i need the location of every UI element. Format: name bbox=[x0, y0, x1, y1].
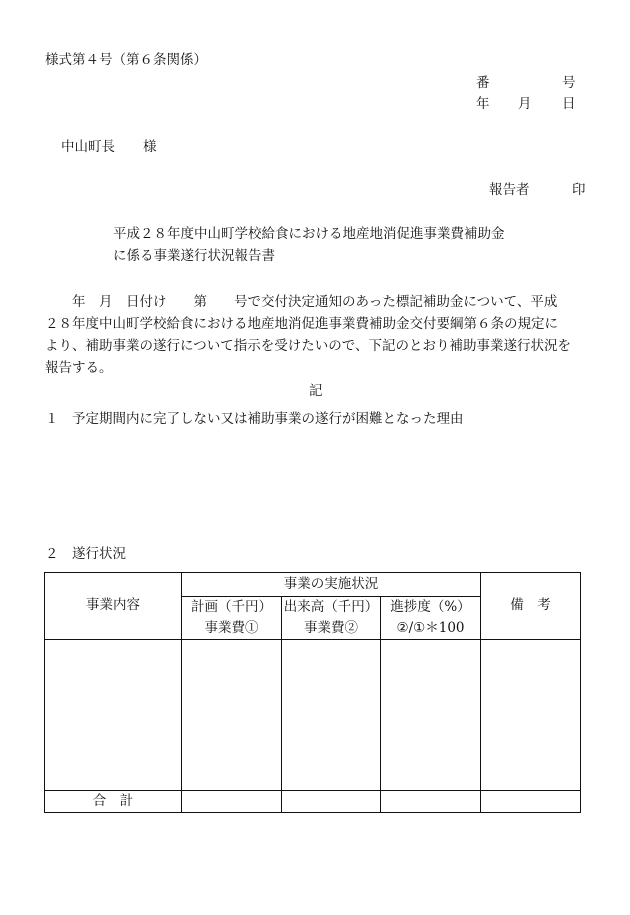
plan-entry-cell[interactable] bbox=[182, 640, 282, 791]
ki-label: 記 bbox=[309, 383, 323, 399]
remarks-entry-cell[interactable] bbox=[481, 640, 581, 791]
section-1-heading: １ 予定期間内に完了しない又は補助事業の遂行が困難となった理由 bbox=[45, 411, 464, 427]
total-actual-cell[interactable] bbox=[282, 791, 381, 813]
date-month-label: 月 bbox=[518, 96, 532, 112]
document-number-label: 番 bbox=[476, 75, 490, 91]
addressee-honorific: 様 bbox=[143, 139, 157, 155]
total-label: 合 計 bbox=[45, 791, 182, 813]
header-progress: 進捗度（%） bbox=[381, 597, 481, 620]
actual-entry-cell[interactable] bbox=[282, 640, 381, 791]
header-plan: 計画（千円） bbox=[182, 597, 282, 620]
body-paragraph: 年 月 日付け 第 号で交付決定通知のあった標記補助金について、平成 ２８年度中山町学校給食における地産地消促進事業費補助金交付要綱第６条の規定に より、補助事業の遂行について指示を受けたいので、下記のとおり補助事業遂行状況を 報告する。 bbox=[45, 294, 571, 376]
total-plan-cell[interactable] bbox=[182, 791, 282, 813]
total-progress-cell[interactable] bbox=[381, 791, 481, 813]
total-remarks-cell[interactable] bbox=[481, 791, 581, 813]
seal-label: 印 bbox=[572, 182, 586, 198]
header-implementation-status: 事業の実施状況 bbox=[182, 573, 481, 597]
reporter-label: 報告者 bbox=[489, 182, 530, 198]
addressee: 中山町長 bbox=[61, 139, 115, 155]
subheader-plan-cost: 事業費① bbox=[182, 619, 282, 640]
header-actual: 出来高（千円） bbox=[282, 597, 381, 620]
content-entry-cell[interactable] bbox=[45, 640, 182, 791]
header-content-cell: 事業内容 bbox=[45, 573, 182, 640]
progress-status-table bbox=[44, 572, 581, 813]
subheader-actual-cost: 事業費② bbox=[282, 619, 381, 640]
subheader-progress-formula: ②/①＊100 bbox=[381, 619, 481, 640]
date-year-label: 年 bbox=[476, 96, 490, 112]
report-title-line2: に係る事業遂行状況報告書 bbox=[113, 248, 275, 264]
section-2-heading: ２ 遂行状況 bbox=[45, 546, 126, 562]
document-number-suffix: 号 bbox=[562, 75, 576, 91]
date-day-label: 日 bbox=[562, 96, 576, 112]
progress-entry-cell[interactable] bbox=[381, 640, 481, 791]
header-remarks-cell: 備 考 bbox=[481, 573, 581, 640]
report-title-line1: 平成２８年度中山町学校給食における地産地消促進事業費補助金 bbox=[113, 226, 505, 242]
form-number: 様式第４号（第６条関係） bbox=[45, 52, 207, 68]
